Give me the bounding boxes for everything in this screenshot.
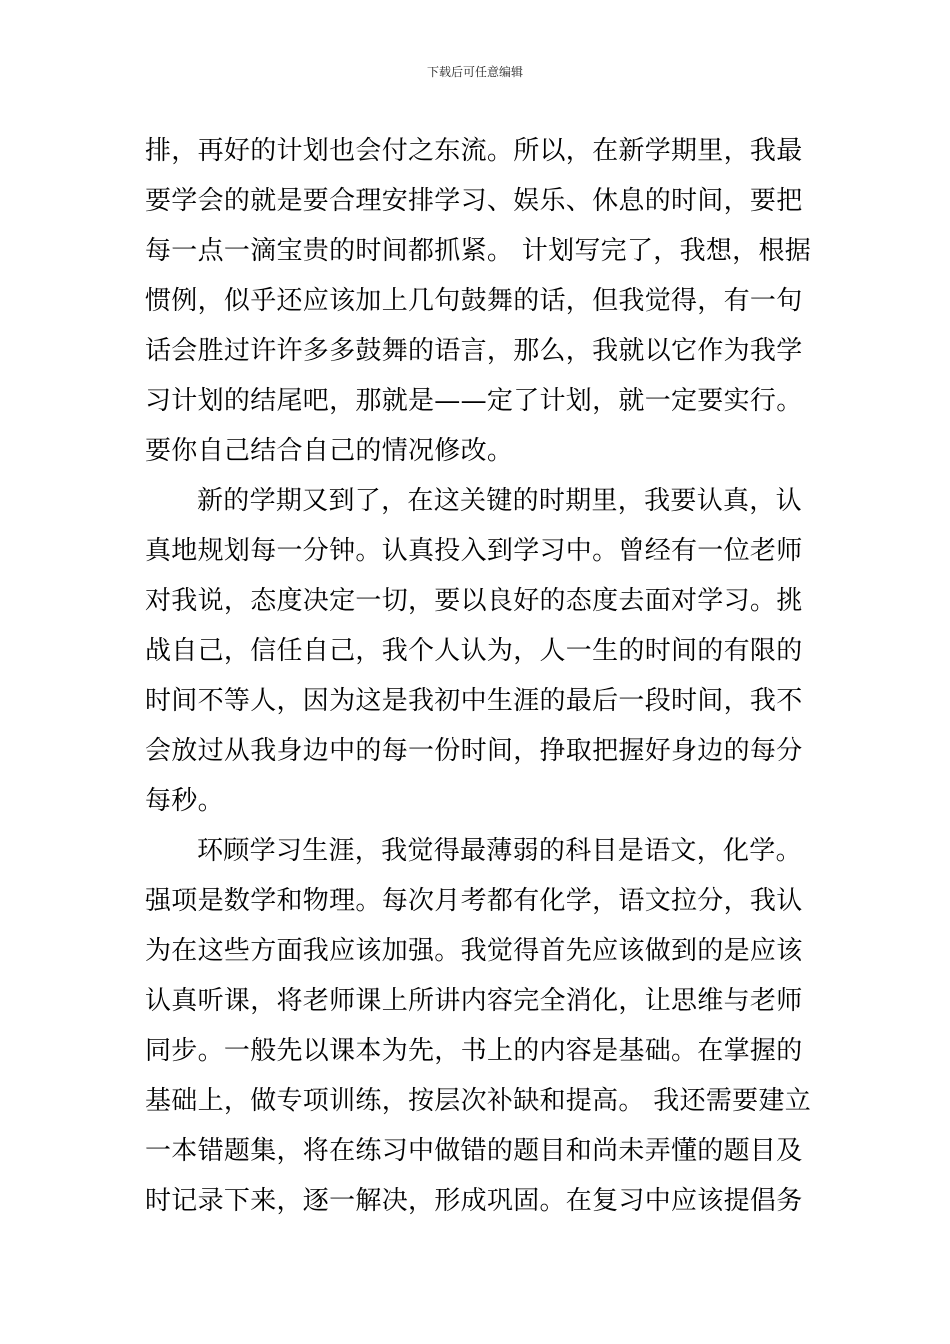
text-line: 时记录下来，逐一解决，形成巩固。在复习中应该提倡务 bbox=[145, 1186, 803, 1216]
text-line: 惯例，似乎还应该加上几句鼓舞的话，但我觉得，有一句 bbox=[145, 286, 803, 316]
text-line: 会放过从我身边中的每一份时间，挣取把握好身边的每分 bbox=[145, 736, 803, 766]
text-line: 同步。一般先以课本为先，书上的内容是基础。在掌握的 bbox=[145, 1036, 803, 1066]
text-line: 基础上，做专项训练，按层次补缺和提高。 我还需要建立 bbox=[145, 1086, 812, 1116]
text-line: 排，再好的计划也会付之东流。所以，在新学期里，我最 bbox=[145, 136, 803, 166]
text-line: 习计划的结尾吧，那就是——定了计划，就一定要实行。 bbox=[145, 386, 803, 416]
paragraph-start-line: 环顾学习生涯，我觉得最薄弱的科目是语文，化学。 bbox=[197, 836, 802, 866]
text-line: 要学会的就是要合理安排学习、娱乐、休息的时间，要把 bbox=[145, 186, 803, 216]
document-body bbox=[145, 126, 810, 1226]
text-line: 战自己，信任自己，我个人认为，人一生的时间的有限的 bbox=[145, 636, 803, 666]
text-line: 为在这些方面我应该加强。我觉得首先应该做到的是应该 bbox=[145, 936, 803, 966]
text-line: 一本错题集，将在练习中做错的题目和尚未弄懂的题目及 bbox=[145, 1136, 803, 1166]
page-header: 下载后可任意编辑 bbox=[426, 65, 523, 79]
text-line: 对我说，态度决定一切，要以良好的态度去面对学习。挑 bbox=[145, 586, 803, 616]
text-line: 认真听课，将老师课上所讲内容完全消化，让思维与老师 bbox=[145, 986, 803, 1016]
text-line: 强项是数学和物理。每次月考都有化学，语文拉分，我认 bbox=[145, 886, 803, 916]
text-line: 每秒。 bbox=[145, 786, 224, 816]
paragraph-start-line: 新的学期又到了，在这关键的时期里，我要认真，认 bbox=[197, 486, 802, 516]
text-line: 每一点一滴宝贵的时间都抓紧。 计划写完了，我想，根据 bbox=[145, 236, 812, 266]
text-line: 话会胜过许许多多鼓舞的语言，那么，我就以它作为我学 bbox=[145, 336, 803, 366]
text-line: 要你自己结合自己的情况修改。 bbox=[145, 436, 514, 466]
text-line: 时间不等人，因为这是我初中生涯的最后一段时间，我不 bbox=[145, 686, 803, 716]
text-line: 真地规划每一分钟。认真投入到学习中。曾经有一位老师 bbox=[145, 536, 803, 566]
